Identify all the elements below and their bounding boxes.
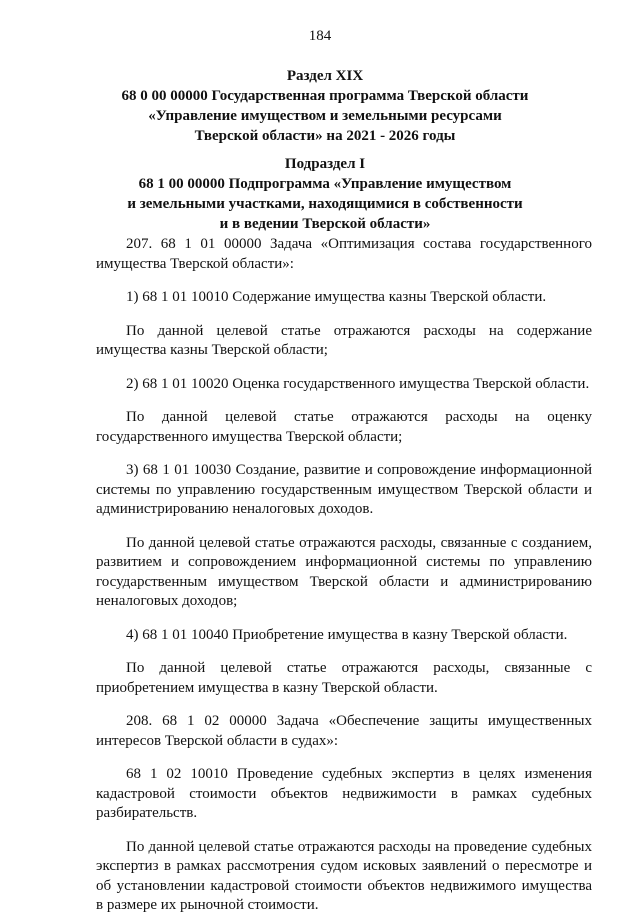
subprogram-title-line-2: и земельными участками, находящимися в собственности	[127, 196, 523, 212]
paragraph-item-4-description	[96, 659, 592, 698]
paragraph-task-208-item: 68 1 02 10010 Проведение судебных экспертиз в целях изменения кадастровой стоимости объектов недвижимости в рамках судебных разбирательств.	[96, 766, 592, 821]
paragraph-item-2-description-line-2: государственного имущества Тверской области;	[96, 428, 403, 445]
subsection-heading	[100, 154, 550, 234]
paragraph-item-1: 1) 68 1 01 10010 Содержание имущества казны Тверской области.	[126, 289, 547, 305]
program-title-line-3: Тверской области» на 2021 - 2026 годы	[194, 128, 456, 144]
document-body	[96, 235, 592, 916]
program-title-line-1: 68 0 00 00000 Государственная программа Тверской области	[121, 88, 529, 104]
subprogram-title-line-3: и в ведении Тверской области»	[219, 216, 431, 232]
paragraph-item-2-description-line-1: По данной целевой статье отражаются расходы на оценку	[126, 409, 592, 425]
paragraph-item-4-description-line-2: приобретением имущества в казну Тверской области.	[96, 679, 438, 696]
paragraph-item-2: 2) 68 1 01 10020 Оценка государственного имущества Тверской области.	[126, 375, 590, 392]
subprogram-title-line-1: 68 1 00 00000 Подпрограмма «Управление имуществом	[138, 176, 512, 192]
paragraph-item-3-description: По данной целевой статье отражаются расходы, связанные с созданием, развитием и сопровождением информационной системы по управлению государственным имуществом Тверской области и администрированию неналоговых доходов;	[96, 534, 592, 609]
paragraph-item-4: 4) 68 1 01 10040 Приобретение имущества в казну Тверской области.	[126, 626, 568, 643]
section-heading	[100, 66, 550, 146]
subsection-title: Подраздел I	[284, 156, 366, 172]
paragraph-item-2-description	[96, 408, 592, 447]
paragraph-item-1-description: По данной целевой статье отражаются расходы на содержание имущества казны Тверской области;	[96, 322, 592, 358]
program-title-line-2: «Управление имуществом и земельными ресурсами	[148, 108, 502, 124]
paragraph-item-4-description-line-1: По данной целевой статье отражаются расходы, связанные с	[126, 660, 592, 676]
paragraph-task-208: 208. 68 1 02 00000 Задача «Обеспечение защиты имущественных интересов Тверской области в судах»:	[96, 713, 592, 749]
paragraph-task-208-item-description: По данной целевой статье отражаются расходы на проведение судебных экспертиз в рамках рассмотрения судом исковых заявлений о пересмотре и об установлении кадастровой стоимости объектов недвижимого имущества в размере их рыночной стоимости.	[96, 838, 592, 913]
paragraph-item-3: 3) 68 1 01 10030 Создание, развитие и сопровождение информационной системы по управлению государственным имуществом Тверской области и администрированию неналоговых доходов.	[96, 462, 592, 517]
page-number: 184	[308, 28, 332, 44]
section-title: Раздел XIX	[286, 68, 364, 84]
paragraph-task-207: 207. 68 1 01 00000 Задача «Оптимизация состава государственного имущества Тверской области»:	[96, 236, 592, 272]
